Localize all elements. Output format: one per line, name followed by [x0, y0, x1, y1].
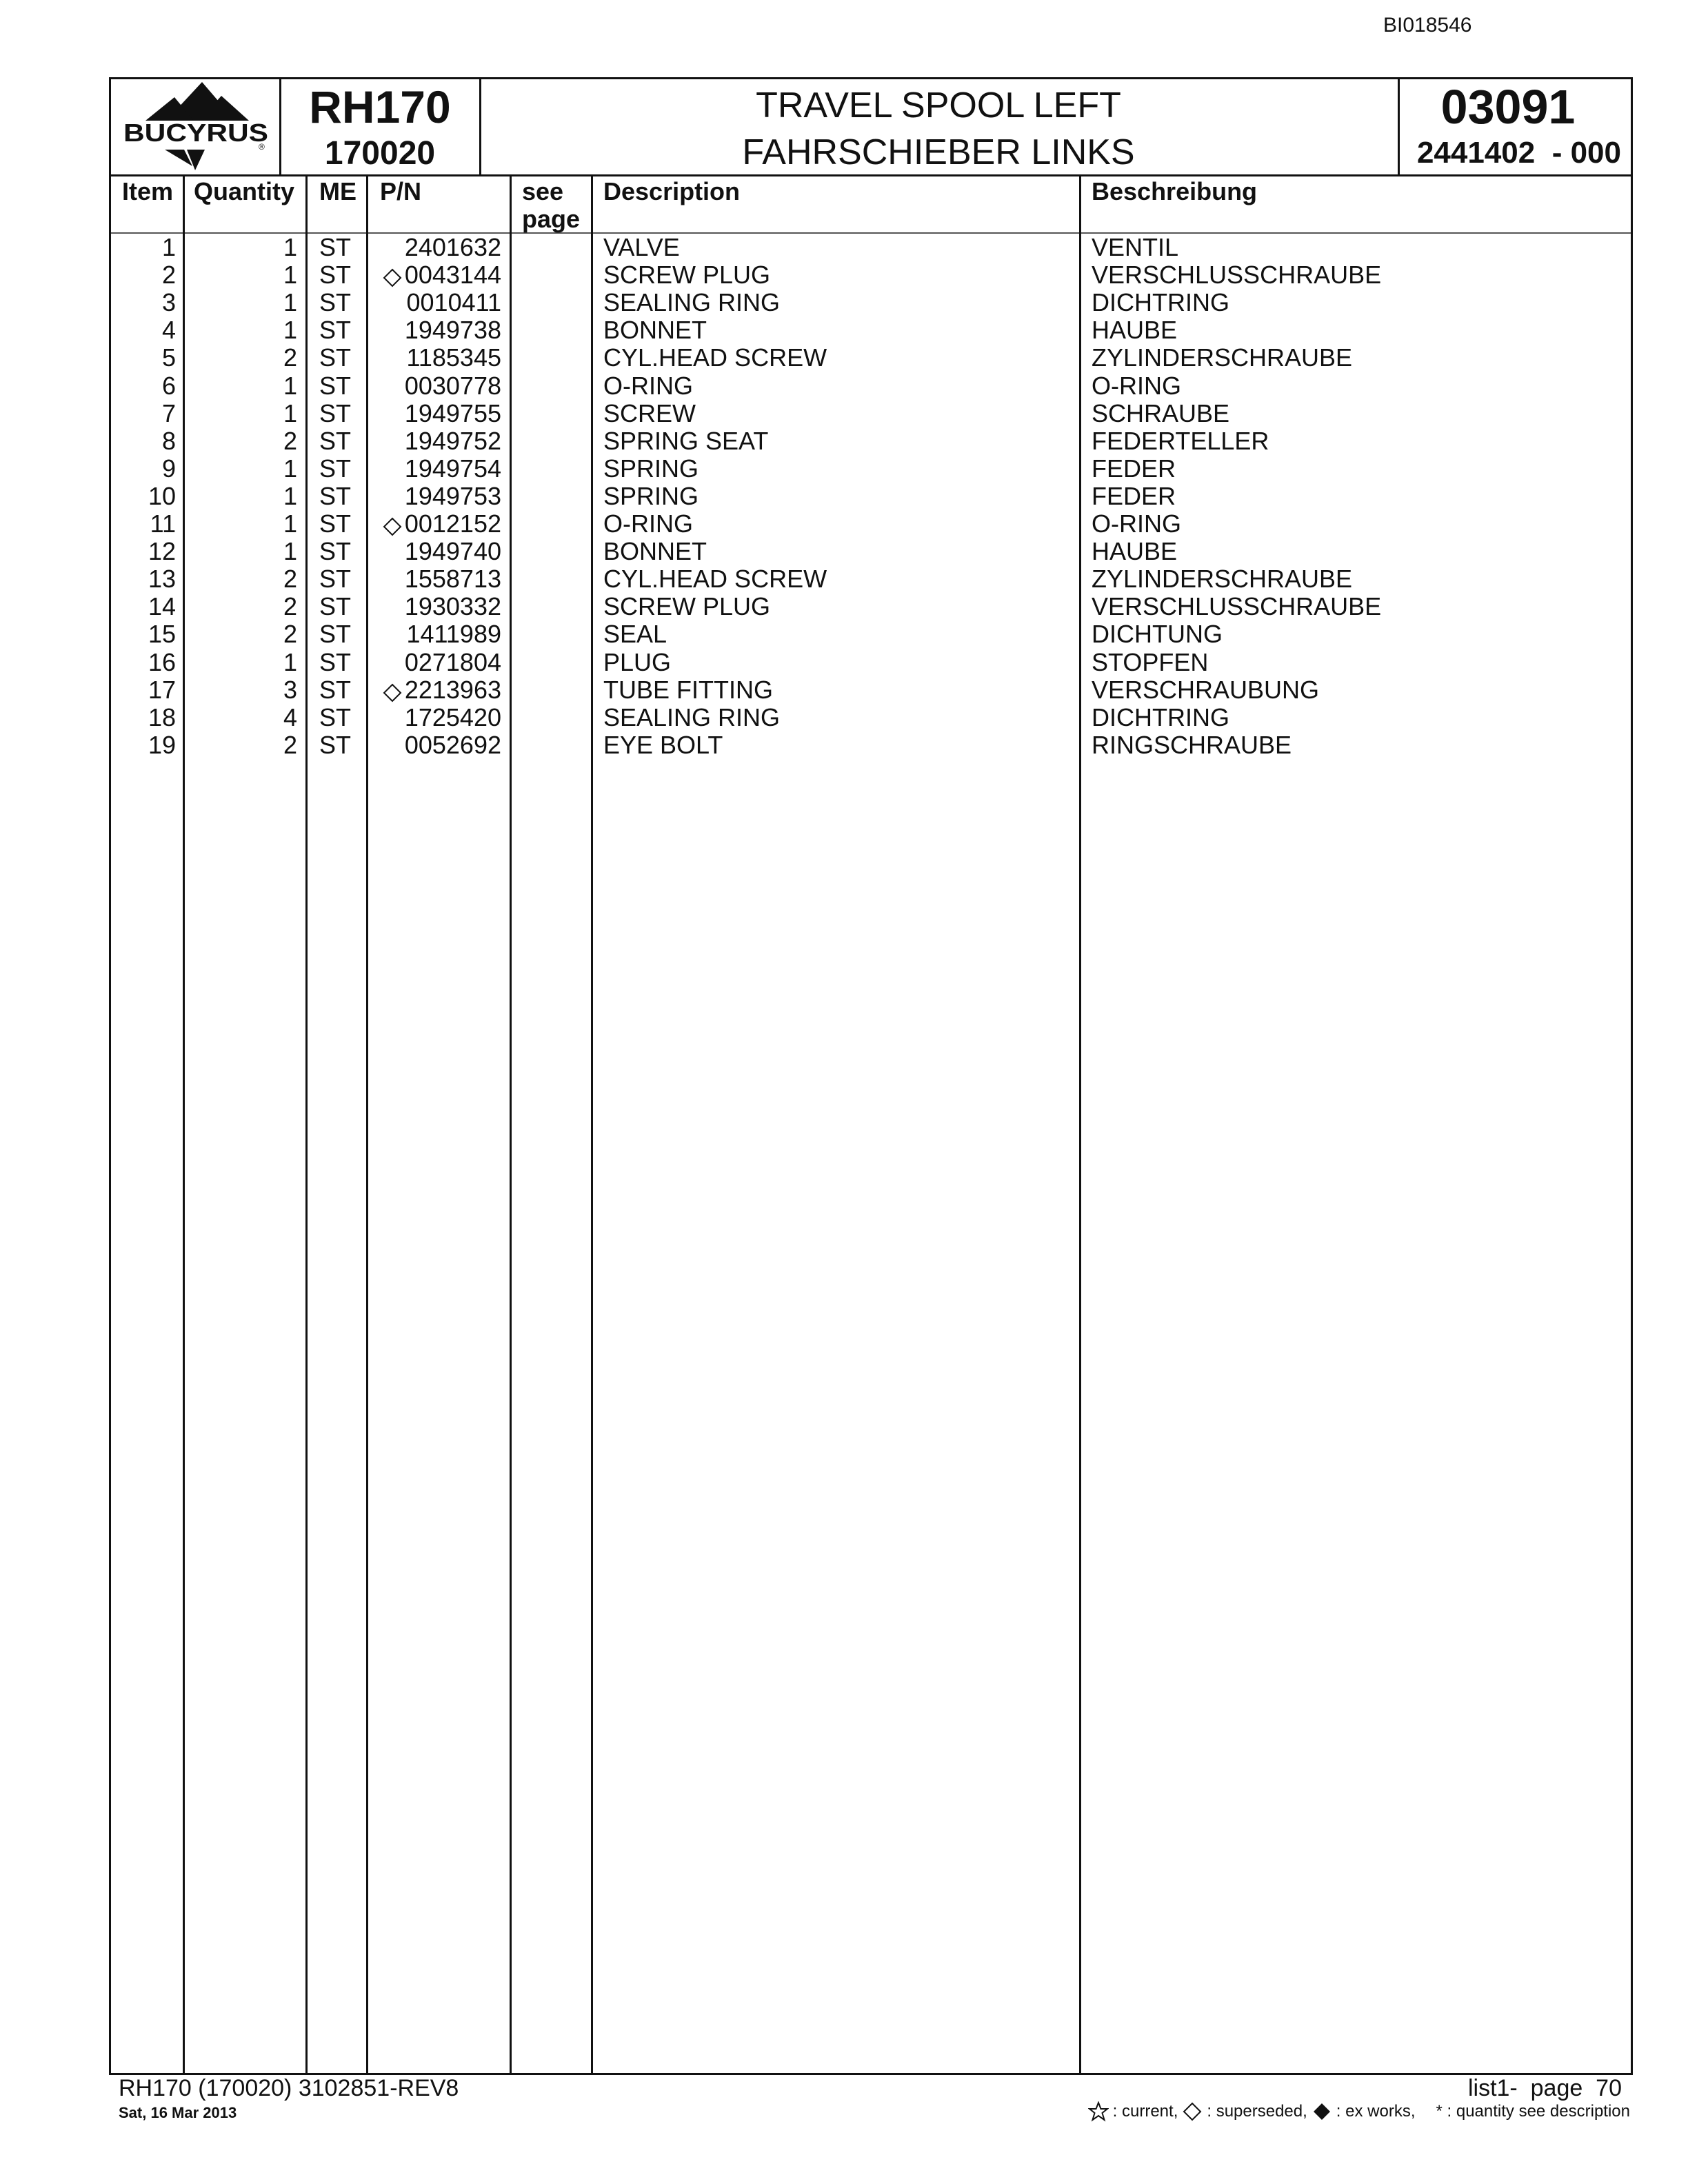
description-de: HAUBE: [1092, 316, 1178, 345]
unit-of-measure: ST: [319, 730, 352, 759]
description-de: FEDER: [1092, 481, 1176, 510]
part-number: 1949738: [404, 316, 501, 345]
quantity: 1: [283, 371, 297, 400]
unit-of-measure: ST: [319, 647, 352, 676]
description-en: PLUG: [603, 647, 672, 676]
part-number: 1949752: [404, 426, 501, 455]
model-number: RH170: [309, 81, 451, 132]
footer-document-reference: RH170 (170020) 3102851-REV8: [119, 2075, 459, 2101]
quantity: 2: [283, 730, 297, 759]
part-number: 1949755: [404, 398, 501, 427]
item-number: 18: [148, 702, 176, 731]
parts-list-frame: [109, 77, 1633, 2075]
quantity: 1: [283, 537, 297, 566]
quantity: 2: [283, 592, 297, 621]
header-divider: [1398, 79, 1400, 176]
unit-of-measure: ST: [319, 481, 352, 510]
description-en: SPRING SEAT: [603, 426, 769, 455]
title-english: TRAVEL SPOOL LEFT: [756, 85, 1121, 125]
col-header-item: Item: [122, 177, 174, 205]
part-number: 0271804: [404, 647, 501, 676]
unit-of-measure: ST: [319, 509, 352, 538]
unit-of-measure: ST: [319, 702, 352, 731]
footer-legend: [1088, 2101, 1630, 2122]
group-number: 03091: [1440, 80, 1576, 134]
serial-number: 170020: [324, 135, 436, 172]
quantity: 1: [283, 316, 297, 345]
item-number: 13: [148, 565, 176, 594]
description-de: O-RING: [1092, 509, 1181, 538]
item-number: 5: [161, 343, 176, 372]
description-en: SPRING: [603, 481, 699, 510]
unit-of-measure: ST: [319, 592, 352, 621]
quantity: 1: [283, 454, 297, 483]
description-en: SCREW: [603, 398, 696, 427]
col-header-description: Description: [603, 177, 741, 205]
quantity: 2: [283, 565, 297, 594]
part-number: 1930332: [404, 592, 501, 621]
part-number: 1949753: [404, 481, 501, 510]
col-header-see: see: [522, 177, 564, 205]
unit-of-measure: ST: [319, 398, 352, 427]
part-number: 1949754: [404, 454, 501, 483]
description-en: CYL.HEAD SCREW: [603, 343, 827, 372]
unit-of-measure: ST: [319, 565, 352, 594]
quantity: 1: [283, 509, 297, 538]
item-number: 3: [161, 288, 176, 317]
description-en: SEALING RING: [603, 702, 781, 731]
bucyrus-logo: [118, 81, 274, 173]
description-de: VERSCHLUSSCHRAUBE: [1092, 592, 1382, 621]
part-number: 2213963: [404, 675, 501, 704]
unit-of-measure: ST: [319, 620, 352, 649]
legend-current: : current,: [1112, 2102, 1178, 2121]
item-number: 11: [150, 509, 176, 538]
diamond-filled-icon: [1312, 2101, 1332, 2122]
item-number: 17: [148, 675, 176, 704]
quantity: 2: [283, 426, 297, 455]
quantity: 1: [283, 647, 297, 676]
quantity: 2: [283, 343, 297, 372]
item-number: 8: [161, 426, 176, 455]
description-en: SEAL: [603, 620, 667, 649]
svg-text:®: ®: [259, 142, 265, 152]
part-number: 1725420: [404, 702, 501, 731]
description-en: BONNET: [603, 537, 707, 566]
description-de: HAUBE: [1092, 537, 1178, 566]
item-number: 7: [161, 398, 176, 427]
quantity: 4: [283, 702, 297, 731]
description-en: TUBE FITTING: [603, 675, 773, 704]
description-de: FEDER: [1092, 454, 1176, 483]
unit-of-measure: ST: [319, 537, 352, 566]
unit-of-measure: ST: [319, 426, 352, 455]
description-de: VERSCHRAUBUNG: [1092, 675, 1320, 704]
header-divider: [479, 79, 481, 176]
column-divider: [591, 176, 593, 2073]
svg-text:BUCYRUS: BUCYRUS: [123, 119, 268, 147]
footer-date: Sat, 16 Mar 2013: [119, 2104, 237, 2121]
assembly-part-number: 2441402 - 000: [1416, 136, 1621, 170]
part-number: 1185345: [406, 343, 501, 372]
col-header-pn: P/N: [380, 177, 422, 205]
unit-of-measure: ST: [319, 371, 352, 400]
item-number: 9: [161, 454, 176, 483]
part-number: 0012152: [404, 509, 501, 538]
description-de: DICHTRING: [1092, 702, 1229, 731]
part-number: 1949740: [404, 537, 501, 566]
legend-ex-works: : ex works,: [1336, 2102, 1416, 2121]
description-de: RINGSCHRAUBE: [1092, 730, 1292, 759]
unit-of-measure: ST: [319, 454, 352, 483]
part-number: 0010411: [406, 288, 501, 317]
description-de: FEDERTELLER: [1092, 426, 1269, 455]
column-divider: [510, 176, 512, 2073]
item-number: 12: [148, 537, 176, 566]
item-number: 16: [148, 647, 176, 676]
part-number: 0052692: [404, 730, 501, 759]
footer-page-label: list1- page 70: [1467, 2075, 1622, 2101]
unit-of-measure: ST: [319, 261, 352, 290]
item-number: 1: [161, 233, 176, 261]
quantity: 1: [283, 233, 297, 261]
description-en: SCREW PLUG: [603, 261, 771, 290]
part-number: 1558713: [404, 565, 501, 594]
part-number: 2401632: [404, 233, 501, 261]
item-number: 19: [148, 730, 176, 759]
quantity: 2: [283, 620, 297, 649]
part-number: 0043144: [404, 261, 501, 290]
quantity: 1: [283, 288, 297, 317]
item-number: 10: [148, 481, 176, 510]
description-en: O-RING: [603, 509, 693, 538]
description-de: VERSCHLUSSCHRAUBE: [1092, 261, 1382, 290]
unit-of-measure: ST: [319, 316, 352, 345]
col-header-me: ME: [319, 177, 356, 205]
legend-superseded: : superseded,: [1207, 2102, 1307, 2121]
col-header-page: page: [522, 205, 581, 233]
description-de: STOPFEN: [1092, 647, 1209, 676]
description-en: SCREW PLUG: [603, 592, 771, 621]
description-en: O-RING: [603, 371, 693, 400]
quantity: 1: [283, 398, 297, 427]
legend-quantity: * : quantity see description: [1436, 2102, 1630, 2121]
quantity: 1: [283, 481, 297, 510]
item-number: 6: [161, 371, 176, 400]
document-id: BI018546: [1383, 14, 1472, 37]
description-en: CYL.HEAD SCREW: [603, 565, 827, 594]
header-divider: [279, 79, 281, 176]
description-en: BONNET: [603, 316, 707, 345]
column-divider: [1079, 176, 1081, 2073]
item-number: 15: [148, 620, 176, 649]
column-divider: [305, 176, 308, 2073]
description-en: VALVE: [603, 233, 680, 261]
col-header-beschreibung: Beschreibung: [1092, 177, 1258, 205]
description-de: DICHTUNG: [1092, 620, 1223, 649]
description-de: ZYLINDERSCHRAUBE: [1092, 343, 1353, 372]
description-en: EYE BOLT: [603, 730, 723, 759]
unit-of-measure: ST: [319, 343, 352, 372]
description-en: SPRING: [603, 454, 699, 483]
star-outline-icon: [1088, 2101, 1109, 2122]
unit-of-measure: ST: [319, 675, 352, 704]
description-de: O-RING: [1092, 371, 1181, 400]
part-number: 0030778: [404, 371, 501, 400]
quantity: 3: [283, 675, 297, 704]
description-de: VENTIL: [1092, 233, 1179, 261]
item-number: 2: [161, 261, 176, 290]
part-number: 1411989: [406, 620, 501, 649]
description-en: SEALING RING: [603, 288, 781, 317]
item-number: 14: [148, 592, 176, 621]
item-number: 4: [161, 316, 176, 345]
header-bottom-rule: [111, 174, 1631, 176]
diamond-outline-icon: [1182, 2101, 1203, 2122]
col-header-quantity: Quantity: [194, 177, 295, 205]
description-de: SCHRAUBE: [1092, 398, 1230, 427]
quantity: 1: [283, 261, 297, 290]
title-german: FAHRSCHIEBER LINKS: [742, 132, 1135, 172]
description-de: ZYLINDERSCHRAUBE: [1092, 565, 1353, 594]
unit-of-measure: ST: [319, 233, 352, 261]
unit-of-measure: ST: [319, 288, 352, 317]
description-de: DICHTRING: [1092, 288, 1229, 317]
